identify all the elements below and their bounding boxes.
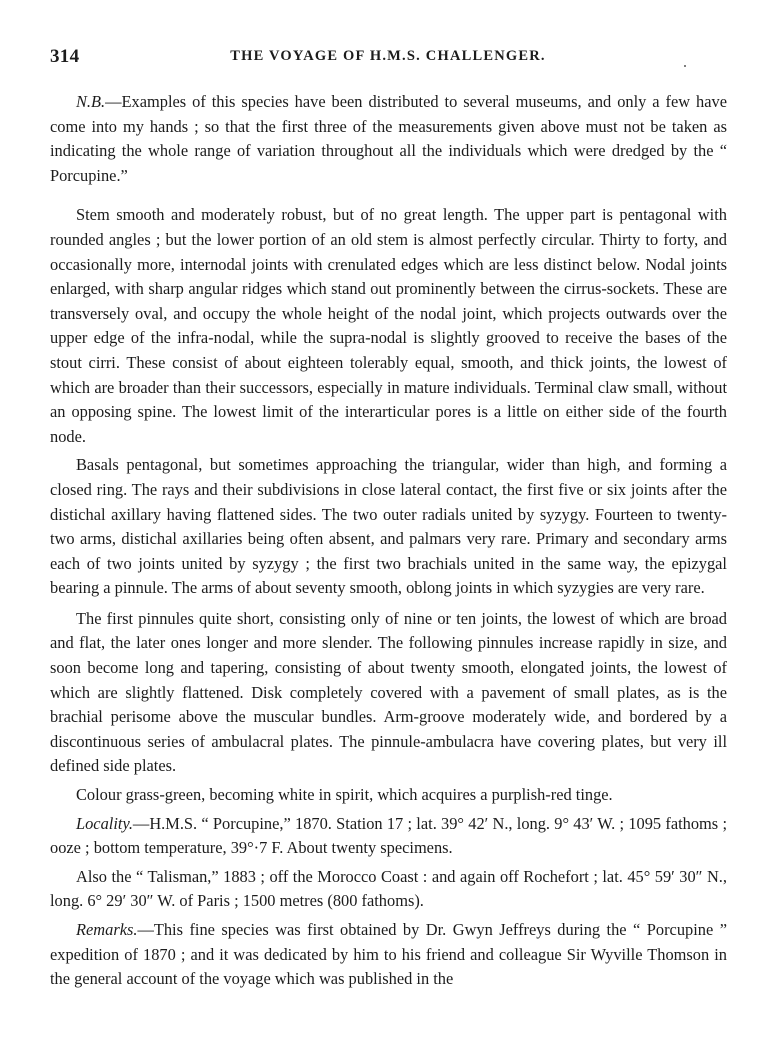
paragraph-talisman [50, 865, 727, 914]
paragraph-text: —H.M.S. “ Porcupine,” 1870. Station 17 ; lat. 39° 42′ N., long. 9° 43′ W. ; 1095 fathoms ; ooze ; bottom temperature, 39°·7 F. About twenty specimens. [50, 813, 727, 858]
paragraph-text: —This fine species was first obtained by Dr. Gwyn Jeffreys during the “ Porcupine ” expedition of 1870 ; and it was dedicated by him to his friend and colleague Sir Wyville Thomson in the general account of the voyage which was published in the [50, 920, 727, 989]
paragraph-text: —Examples of this species have been distributed to several museums, and only a few have come into my hands ; so that the first three of the measurements given above must not be taken as indicating the whole range of variation throughout all the individuals which were dredged by the “ Porcupine.” [50, 92, 727, 185]
paragraph-remarks [50, 918, 727, 992]
paragraph-text: The first pinnules quite short, consisting only of nine or ten joints, the lowest of which are broad and flat, the later ones longer and more slender. The following pinnules increase rapidly in size, and soon become long and tapering, consisting of about twenty smooth, elongated joints, the lowest of which are slightly flattened. Disk completely covered with a pavement of small plates, as is the brachial perisome above the muscular bundles. Arm-groove moderately wide, and bordered by a discontinuous series of ambulacral plates. The pinnule-ambulacra have covering plates, but very ill defined side plates. [50, 608, 727, 776]
paragraph-colour [50, 783, 727, 808]
page-number: 314 [50, 46, 80, 67]
paragraph-text: Basals pentagonal, but sometimes approaching the triangular, wider than high, and forming a closed ring. The rays and their subdivisions in close lateral contact, the first five or six joints after the distichal axillary having flattened sides. The two outer radials united by syzygy. Fourteen to twenty-two arms, distichal axillaries being often absent, and palmars very rare. Primary and secondary arms each of two joints united by syzygy ; the first two brachials united in the same way, the epizygal bearing a pinnule. The arms of about seventy smooth, oblong joints in which syzygies are very rare. [50, 455, 727, 598]
print-speck [684, 65, 686, 67]
paragraph-nb-note [50, 90, 727, 188]
paragraph-text: Colour grass-green, becoming white in spirit, which acquires a purplish-red tinge. [76, 785, 613, 805]
paragraph-stem [50, 203, 727, 449]
paragraph-text: Stem smooth and moderately robust, but of no great length. The upper part is pentagonal with rounded angles ; but the lower portion of an old stem is almost perfectly circular. Thirty to forty, and occasionally more, internodal joints with crenulated edges which are less distinct below. Nodal joints enlarged, with sharp angular ridges which stand out prominently between the cirrus-sockets. These are transversely oval, and occupy the whole height of the nodal joint, which projects outwards over the upper edge of the infra-nodal, while the supra-nodal is slightly grooved to receive the bases of the stout cirri. These consist of about eighteen tolerably equal, smooth, and thick joints, the lowest of which are broader than their successors, especially in mature individuals. Terminal claw small, without an opposing spine. The lowest limit of the interarticular pores is a little on either side of the fourth node. [50, 205, 727, 446]
nb-lead: N.B. [76, 92, 106, 111]
body-text [50, 90, 727, 992]
remarks-lead: Remarks. [76, 920, 138, 939]
running-title: THE VOYAGE OF H.M.S. CHALLENGER. [230, 48, 546, 64]
paragraph-text: Also the “ Talisman,” 1883 ; off the Morocco Coast : and again off Rochefort ; lat. 45° 59′ 30″ N., long. 6° 29′ 30″ W. of Paris ; 1500 metres (800 fathoms). [50, 866, 727, 911]
page-header [50, 46, 726, 70]
locality-lead: Locality. [76, 813, 133, 833]
paragraph-basals [50, 453, 727, 601]
paragraph-pinnules [50, 607, 727, 779]
paragraph-locality [50, 812, 727, 861]
